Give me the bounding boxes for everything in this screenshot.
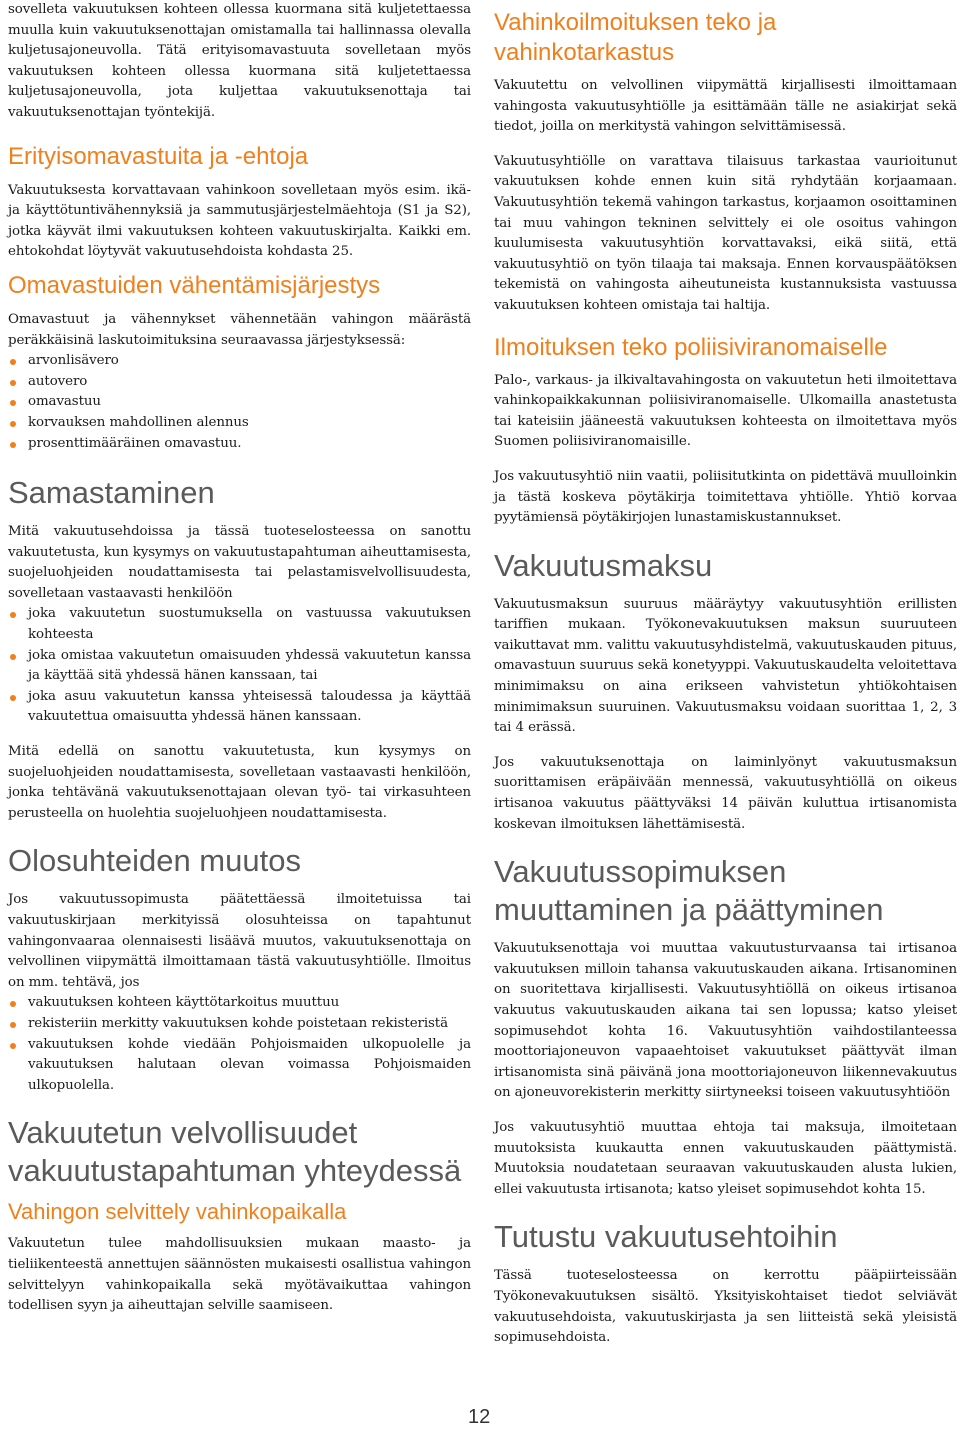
list-samastaminen [8, 604, 471, 728]
list-item: arvonlisävero [8, 351, 471, 372]
heading-samastaminen: Samastaminen [8, 475, 215, 511]
page-number: 12 [468, 1406, 491, 1428]
list-item: omavastuu [8, 392, 471, 413]
heading-omavastuu: Omavastuiden vähentämisjärjestys [8, 271, 381, 299]
paragraph-poliisi-1: Palo-, varkaus- ja ilkivaltavahingosta on vakuutetun heti ilmoitettava vahinkopaikkakunnan poliisiviranomaiselle. Ulkomailla anastetusta tai kateisiin jääneestä vakuutuksen kohteesta on ilmoitettava myös Suomen poliisiviranomaisille. [494, 372, 957, 450]
heading-erityisomavastuita: Erityisomavastuita ja -ehtoja [8, 142, 309, 170]
paragraph-maksu-1: Vakuutusmaksun suuruus määräytyy vakuutusyhtiön erillisten tariffien mukaan. Työkonevakuutuksen maksun suuruuteen vaikuttavat mm. valittu vakuutusyhdistelmä, vakuutuskauden pituus, omavastuun suuruus sekä konetyyppi. Vakuutuskaudelta veloitettava minimimaksu on aina erikseen vahvistetun yhtiökohtaisen minimimaksun suuruinen. Vakuutusmaksu voidaan suorittaa 1, 2, 3 tai 4 erässä. [494, 596, 957, 736]
list-olosuhteet [8, 993, 471, 1096]
paragraph-sopimus-1: Vakuutuksenottaja voi muuttaa vakuutusturvaansa tai irtisanoa vakuutuksen milloin tahansa vakuutuskauden aikana. Irtisanominen on suoritettava kirjallisesti. Vakuutusyhtiöllä on oikeus irtisanoa vakuutus vakuutuskauden aikana tai sen lopussa; katso yleiset sopimusehdot kohta 16. Vakuutusyhtiön vaihdostilanteessa moottoriajoneuvon vapaaehtoiset vakuutukset päättyvät ilman irtisanomista sinä päivänä jona moottoriajoneuvon liikennevakuutus on ajoneuvorekisterin merkitty siirtyneeksi toiseen vakuutusyhtiöön [494, 941, 957, 1101]
paragraph-omavastuu: Omavastuut ja vähennykset vähennetään vahingon määrästä peräkkäisinä laskutoimituksina seuraavassa järjestyksessä: [8, 311, 471, 348]
heading-vahinkoilmoitus: Vahinkoilmoituksen teko ja vahinkotarkastus [494, 9, 777, 66]
list-item: rekisteriin merkitty vakuutuksen kohde poistetaan rekisteristä [8, 1014, 471, 1035]
intro-paragraph: sovelleta vakuutuksen kohteen ollessa kuormana sitä kuljetettaessa muulla kuin vakuutuksenottajan omistamalla tai hallinnassa olevalla kuljetusajoneuvolla. Tätä erityisomavastuuta sovelletaan myös vakuutuksen kohteen ollessa kuormana sitä kuljetettaessa kuljetusajoneuvolla, jota kuljettaa vakuutuksenottaja tai vakuutuksenottajan työntekijä. [8, 2, 471, 120]
heading-tutustu: Tutustu vakuutusehtoihin [494, 1219, 838, 1255]
list-item: korvauksen mahdollinen alennus [8, 413, 471, 434]
paragraph-olosuhteet: Jos vakuutussopimusta päätettäessä ilmoitetuissa tai vakuutuskirjaan merkityissä olosuhteissa on tapahtunut vahingonvaaraa olennaisesti lisäävä muutos, vakuutuksenottaja on velvollinen viipymättä ilmoittamaan tästä vakuutusyhtiölle. Ilmoitus on mm. tehtävä, jos [8, 892, 471, 990]
paragraph-poliisi-2: Jos vakuutusyhtiö niin vaatii, poliisitutkinta on pidettävä muulloinkin ja tästä koskeva pöytäkirja toimitettava yhtiölle. Yhtiö korvaa pyytämiensä pöytäkirjojen lunastamiskustannukset. [494, 468, 957, 526]
heading-poliisi: Ilmoituksen teko poliisiviranomaiselle [494, 333, 888, 361]
list-item: vakuutuksen kohteen käyttötarkoitus muuttuu [8, 993, 471, 1014]
paragraph-samastaminen-2: Mitä edellä on sanottu vakuutetusta, kun kysymys on suojeluohjeiden noudattamisesta, sovelletaan vastaavasti henkilöön, jonka tehtävänä vakuutuksenottajaan olevan työ- tai virkasuhteen perusteella on huolehtia suojeluohjeen noudattamisesta. [8, 744, 471, 821]
list-item: joka asuu vakuutetun kanssa yhteisessä taloudessa ja käyttää vakuutettua omaisuutta yhdessä hänen kanssaan. [8, 687, 471, 728]
paragraph-selvittely: Vakuutetun tulee mahdollisuuksien mukaan maasto- ja tieliikenteestä annettujen säännösten mukaisesti osallistua vahingon selvittelyyn vahinkopaikalla sekä myötävaikuttaa vahingon todellisen syyn ja aiheuttajan selville saamiseen. [8, 1236, 471, 1314]
list-item: vakuutuksen kohde viedään Pohjoismaiden ulkopuolelle ja vakuutuksen halutaan olevan voimassa Pohjoismaiden ulkopuolella. [8, 1035, 471, 1097]
heading-selvittely: Vahingon selvittely vahinkopaikalla [8, 1199, 347, 1225]
paragraph-sopimus-2: Jos vakuutusyhtiö muuttaa ehtoja tai maksuja, ilmoitetaan muutoksista kuukautta ennen vakuutuskauden päättymistä. Muutoksia noudatetaan seuraavan vakuutuskauden alusta lukien, ellei vakuutusta irtisanota; katso yleiset sopimusehdot kohta 15. [494, 1119, 957, 1197]
right-column [494, 0, 957, 1349]
heading-sopimus: Vakuutussopimuksen muuttaminen ja päättyminen [494, 854, 884, 928]
paragraph-samastaminen: Mitä vakuutusehdoissa ja tässä tuoteselosteessa on sanottu vakuutetusta, kun kysymys on vakuutustapahtuman aiheuttamisesta, suojeluohjeiden noudattamisesta tai pelastamisvelvollisuudesta, sovelletaan vastaavasti henkilöön [8, 524, 471, 601]
list-item: joka omistaa vakuutetun omaisuuden yhdessä vakuutetun kanssa ja käyttää sitä yhdessä hänen kanssaan, tai [8, 646, 471, 687]
paragraph-maksu-2: Jos vakuutuksenottaja on laiminlyönyt vakuutusmaksun suorittamisen eräpäivään mennessä, vakuutusyhtiöllä on oikeus irtisanoa vakuutus päättyväksi 14 päivän kuluttua irtisanomista koskevan ilmoituksen lähettämisestä. [494, 754, 957, 832]
paragraph-tutustu: Tässä tuoteselosteessa on kerrottu pääpiirteissään Työkonevakuutuksen sisältö. Yksityiskohtaiset tiedot selviävät vakuutusehdoista, vakuutuskirjasta ja sen liitteistä sekä yleisistä sopimusehdoista. [494, 1268, 957, 1346]
list-item: prosenttimääräinen omavastuu. [8, 434, 471, 455]
heading-vakuutusmaksu: Vakuutusmaksu [494, 547, 713, 583]
left-column [8, 0, 471, 1317]
paragraph-erityisomavastuita: Vakuutuksesta korvattavaan vahinkoon sovelletaan myös esim. ikä- ja käyttötuntivähennyksiä ja sammutusjärjestelmäehtoja (S1 ja S2), jotka käyvät ilmi vakuutuksen kohteen vakuutuskirjalta. Kaikki em. ehtokohdat löytyvät vakuutusehdoista kohdasta 25. [8, 182, 471, 260]
list-omavastuu [8, 351, 471, 454]
paragraph-vahinko-2: Vakuutusyhtiölle on varattava tilaisuus tarkastaa vaurioitunut vakuutuksen kohde ennen kuin sitä ryhdytään korjaamaan. Vakuutusyhtiön tekemä vahingon tarkastus, korjaamon osoittaminen tai muu vahingon tekninen selvittely ei ole osoitus vahingon kuulumisesta vakuutusyhtiön korvattavaksi, eikä siitä, että vakuutusyhtiö on työn tilaaja tai maksaja. Ennen korvauspäätöksen tekemistä on vahingosta aiheutuneista kustannuksista vastuussa vakuutuksen kohteen omistaja tai haltija. [494, 153, 957, 313]
heading-velvollisuudet: Vakuutetun velvollisuudet vakuutustapahtuman yhteydessä [8, 1115, 462, 1189]
paragraph-vahinko-1: Vakuutettu on velvollinen viipymättä kirjallisesti ilmoittamaan vahingosta vakuutusyhtiölle ja esittämään tälle ne asiakirjat sekä tiedot, joilla on merkitystä vahingon selvittämisessä. [494, 78, 957, 135]
list-item: autovero [8, 372, 471, 393]
heading-olosuhteet: Olosuhteiden muutos [8, 843, 301, 879]
list-item: joka vakuutetun suostumuksella on vastuussa vakuutuksen kohteesta [8, 604, 471, 645]
